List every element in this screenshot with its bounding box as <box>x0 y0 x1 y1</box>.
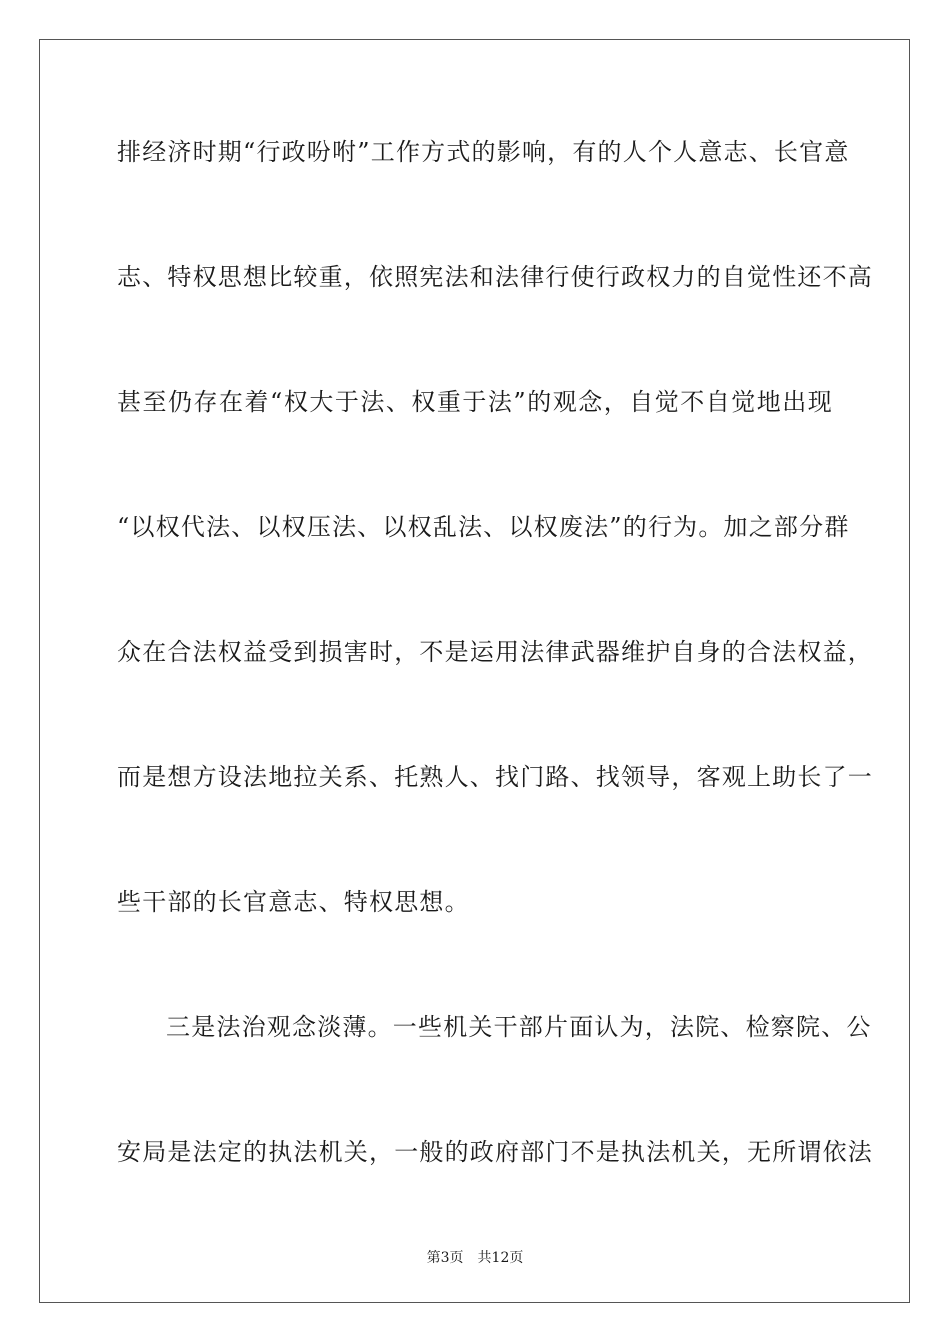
body-text-line: 甚至仍存在着“权大于法、权重于法”的观念，自觉不自觉地出现 <box>117 388 833 416</box>
page-footer <box>0 1249 950 1267</box>
body-text-line: 些干部的长官意志、特权思想。 <box>117 888 470 916</box>
page-border <box>39 39 910 1303</box>
body-text-line: 而是想方设法地拉关系、托熟人、找门路、找领导，客观上助长了一 <box>117 763 873 791</box>
current-page-number: 第3页 <box>426 1250 464 1266</box>
paragraph-first-line: 三是法治观念淡薄。一些机关干部片面认为，法院、检察院、公 <box>166 1013 872 1041</box>
body-text-line: 志、特权思想比较重，依照宪法和法律行使行政权力的自觉性还不高 <box>117 263 873 291</box>
body-text-line: 安局是法定的执法机关，一般的政府部门不是执法机关，无所谓依法 <box>117 1138 873 1166</box>
total-pages: 共12页 <box>477 1250 524 1266</box>
body-text-line: “以权代法、以权压法、以权乱法、以权废法”的行为。加之部分群 <box>117 513 850 541</box>
body-text-line: 排经济时期“行政吩咐”工作方式的影响，有的人个人意志、长官意 <box>117 138 850 166</box>
body-text-line: 众在合法权益受到损害时，不是运用法律武器维护自身的合法权益， <box>117 638 873 666</box>
